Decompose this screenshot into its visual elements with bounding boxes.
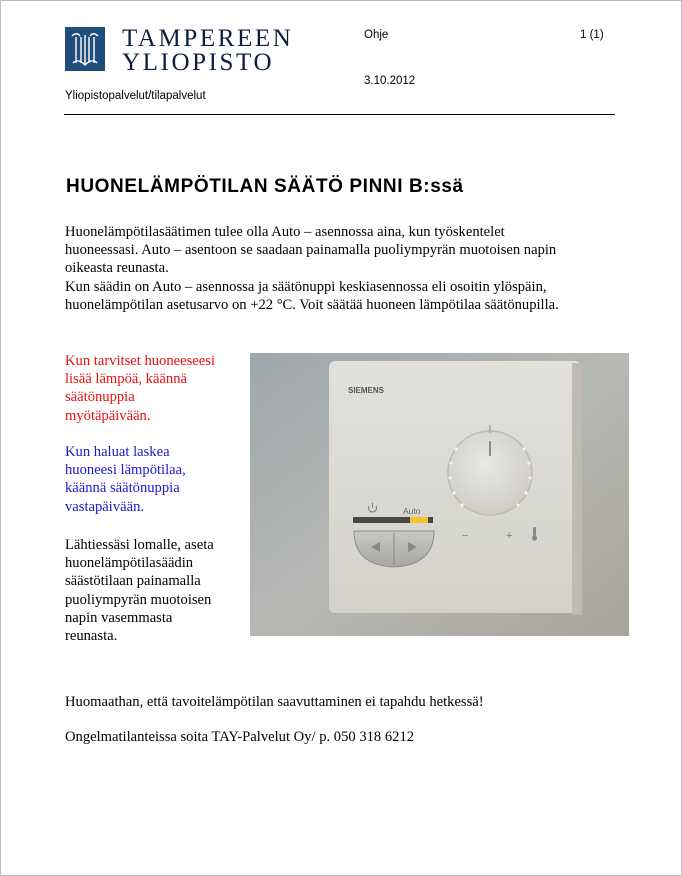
auto-label: Auto: [403, 506, 421, 516]
intro-line: huoneessasi. Auto – asentoon se saadaan painamalla puoliympyrän muotoisen napin: [65, 242, 557, 259]
intro-line: huonelämpötilan asetusarvo on +22 °C. Voit säätää huoneen lämpötilaa säätönupilla.: [65, 296, 559, 313]
warmer-line: Kun tarvitset huoneeseesi: [65, 353, 215, 369]
warmer-line: säätönuppia: [65, 389, 135, 406]
university-logo: [65, 27, 105, 71]
cooler-instruction: [65, 443, 237, 516]
warmer-line: myötäpäivään.: [65, 407, 151, 424]
plus-label: +: [506, 530, 513, 542]
brand-label: SIEMENS: [348, 386, 385, 395]
cooler-line: vastapäivään.: [65, 498, 145, 515]
minus-label: −: [462, 530, 469, 542]
logo-wordmark: [122, 27, 293, 75]
page-number: 1 (1): [580, 29, 604, 41]
vacation-line: napin vasemmasta: [65, 609, 173, 626]
auto-led: [410, 517, 428, 523]
thermostat-photo: [250, 353, 629, 636]
contact-text: Ongelmatilanteissa soita TAY-Palvelut Oy/ p. 050 318 6212: [65, 729, 415, 745]
intro-line: Kun säädin on Auto – asennossa ja säätönuppi keskiasennossa eli osoitin ylöspäin,: [65, 278, 547, 295]
header-divider: [64, 114, 615, 115]
page-title: HUONELÄMPÖTILAN SÄÄTÖ PINNI B:ssä: [66, 176, 464, 197]
vacation-line: Lähtiessäsi lomalle, aseta: [65, 537, 214, 553]
document-date: 3.10.2012: [364, 75, 416, 87]
intro-line: Huonelämpötilasäätimen tulee olla Auto – asennossa aina, kun työskentelet: [65, 224, 505, 240]
note-text: Huomaathan, että tavoitelämpötilan saavuttaminen ei tapahdu hetkessä!: [65, 694, 484, 710]
vacation-instruction: [65, 536, 237, 645]
document-type: Ohje: [364, 29, 389, 41]
logo-line-2: YLIOPISTO: [122, 49, 275, 76]
intro-paragraph: [65, 223, 625, 314]
intro-line: oikeasta reunasta.: [65, 260, 169, 277]
cooler-line: huoneesi lämpötilaa,: [65, 462, 186, 479]
cooler-line: käännä säätönuppia: [65, 480, 180, 497]
vacation-line: huonelämpötilasäädin: [65, 555, 194, 572]
department-label: Yliopistopalvelut/tilapalvelut: [65, 90, 206, 102]
cooler-line: Kun haluat laskea: [65, 444, 170, 460]
vacation-line: puoliympyrän muotoisen: [65, 591, 212, 608]
warmer-instruction: [65, 352, 237, 425]
vacation-line: reunasta.: [65, 628, 118, 645]
vacation-line: säästötilaan painamalla: [65, 573, 201, 590]
warmer-line: lisää lämpöä, käännä: [65, 371, 187, 388]
logo-line-1: TAMPEREEN: [122, 25, 294, 52]
logo-columns-icon: [65, 27, 105, 71]
